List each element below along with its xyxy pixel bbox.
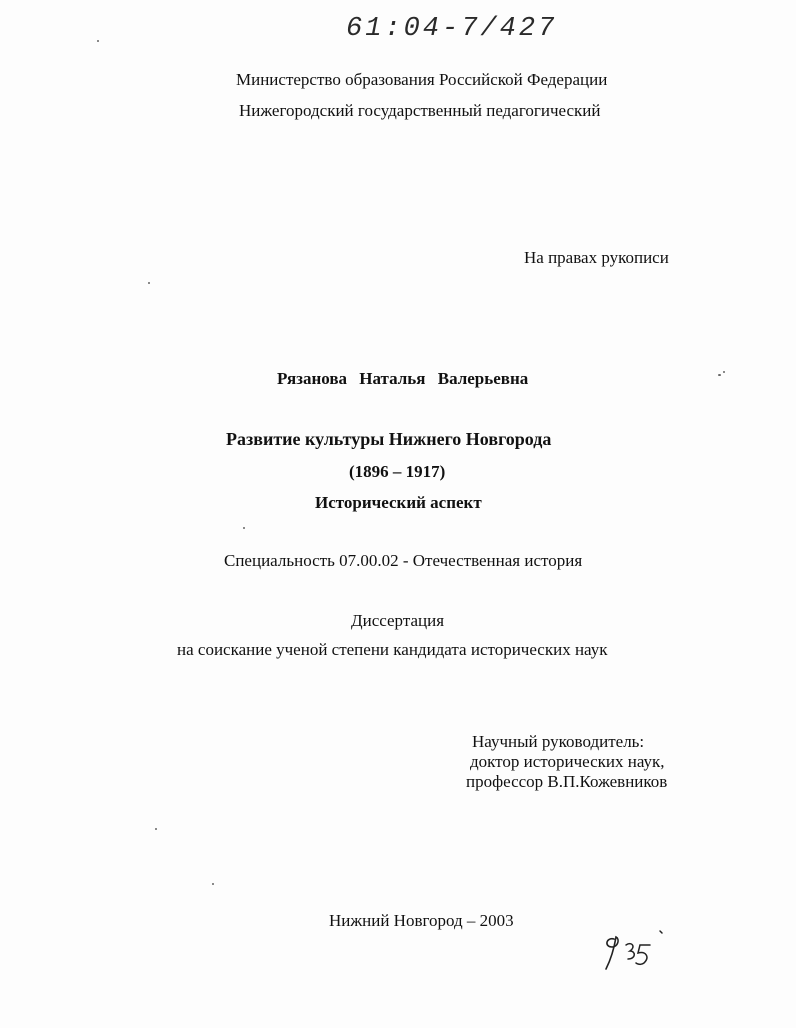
- specialty-line: Специальность 07.00.02 - Отечественная история: [224, 551, 583, 570]
- supervisor-label: Научный руководитель:: [472, 732, 645, 751]
- archive-code-stamp: 61:04-7/427: [346, 14, 558, 44]
- university-line: Нижегородский государственный педагогический: [239, 101, 601, 120]
- rights-note: На правах рукописи: [524, 248, 669, 267]
- ministry-line: Министерство образования Российской Федерации: [236, 70, 608, 89]
- supervisor-name: профессор В.П.Кожевников: [466, 772, 668, 791]
- supervisor-degree: доктор исторических наук,: [470, 752, 665, 771]
- scan-speck: [212, 883, 214, 885]
- title-years: (1896 – 1917): [349, 462, 446, 481]
- scan-speck: [155, 828, 157, 830]
- scan-speck: [718, 374, 721, 376]
- city-year: Нижний Новгород – 2003: [329, 911, 514, 930]
- scan-speck: [723, 371, 725, 373]
- author-name: Рязанова Наталья Валерьевна: [277, 369, 529, 388]
- document-type: Диссертация: [351, 611, 445, 630]
- scan-speck: [243, 527, 245, 529]
- scan-speck: [148, 282, 150, 284]
- degree-line: на соискание ученой степени кандидата исторических наук: [177, 640, 608, 659]
- scan-speck: [97, 40, 99, 42]
- handwritten-number-mark-icon: [600, 925, 680, 975]
- dissertation-title: Развитие культуры Нижнего Новгорода: [226, 429, 552, 449]
- title-aspect: Исторический аспект: [315, 493, 482, 512]
